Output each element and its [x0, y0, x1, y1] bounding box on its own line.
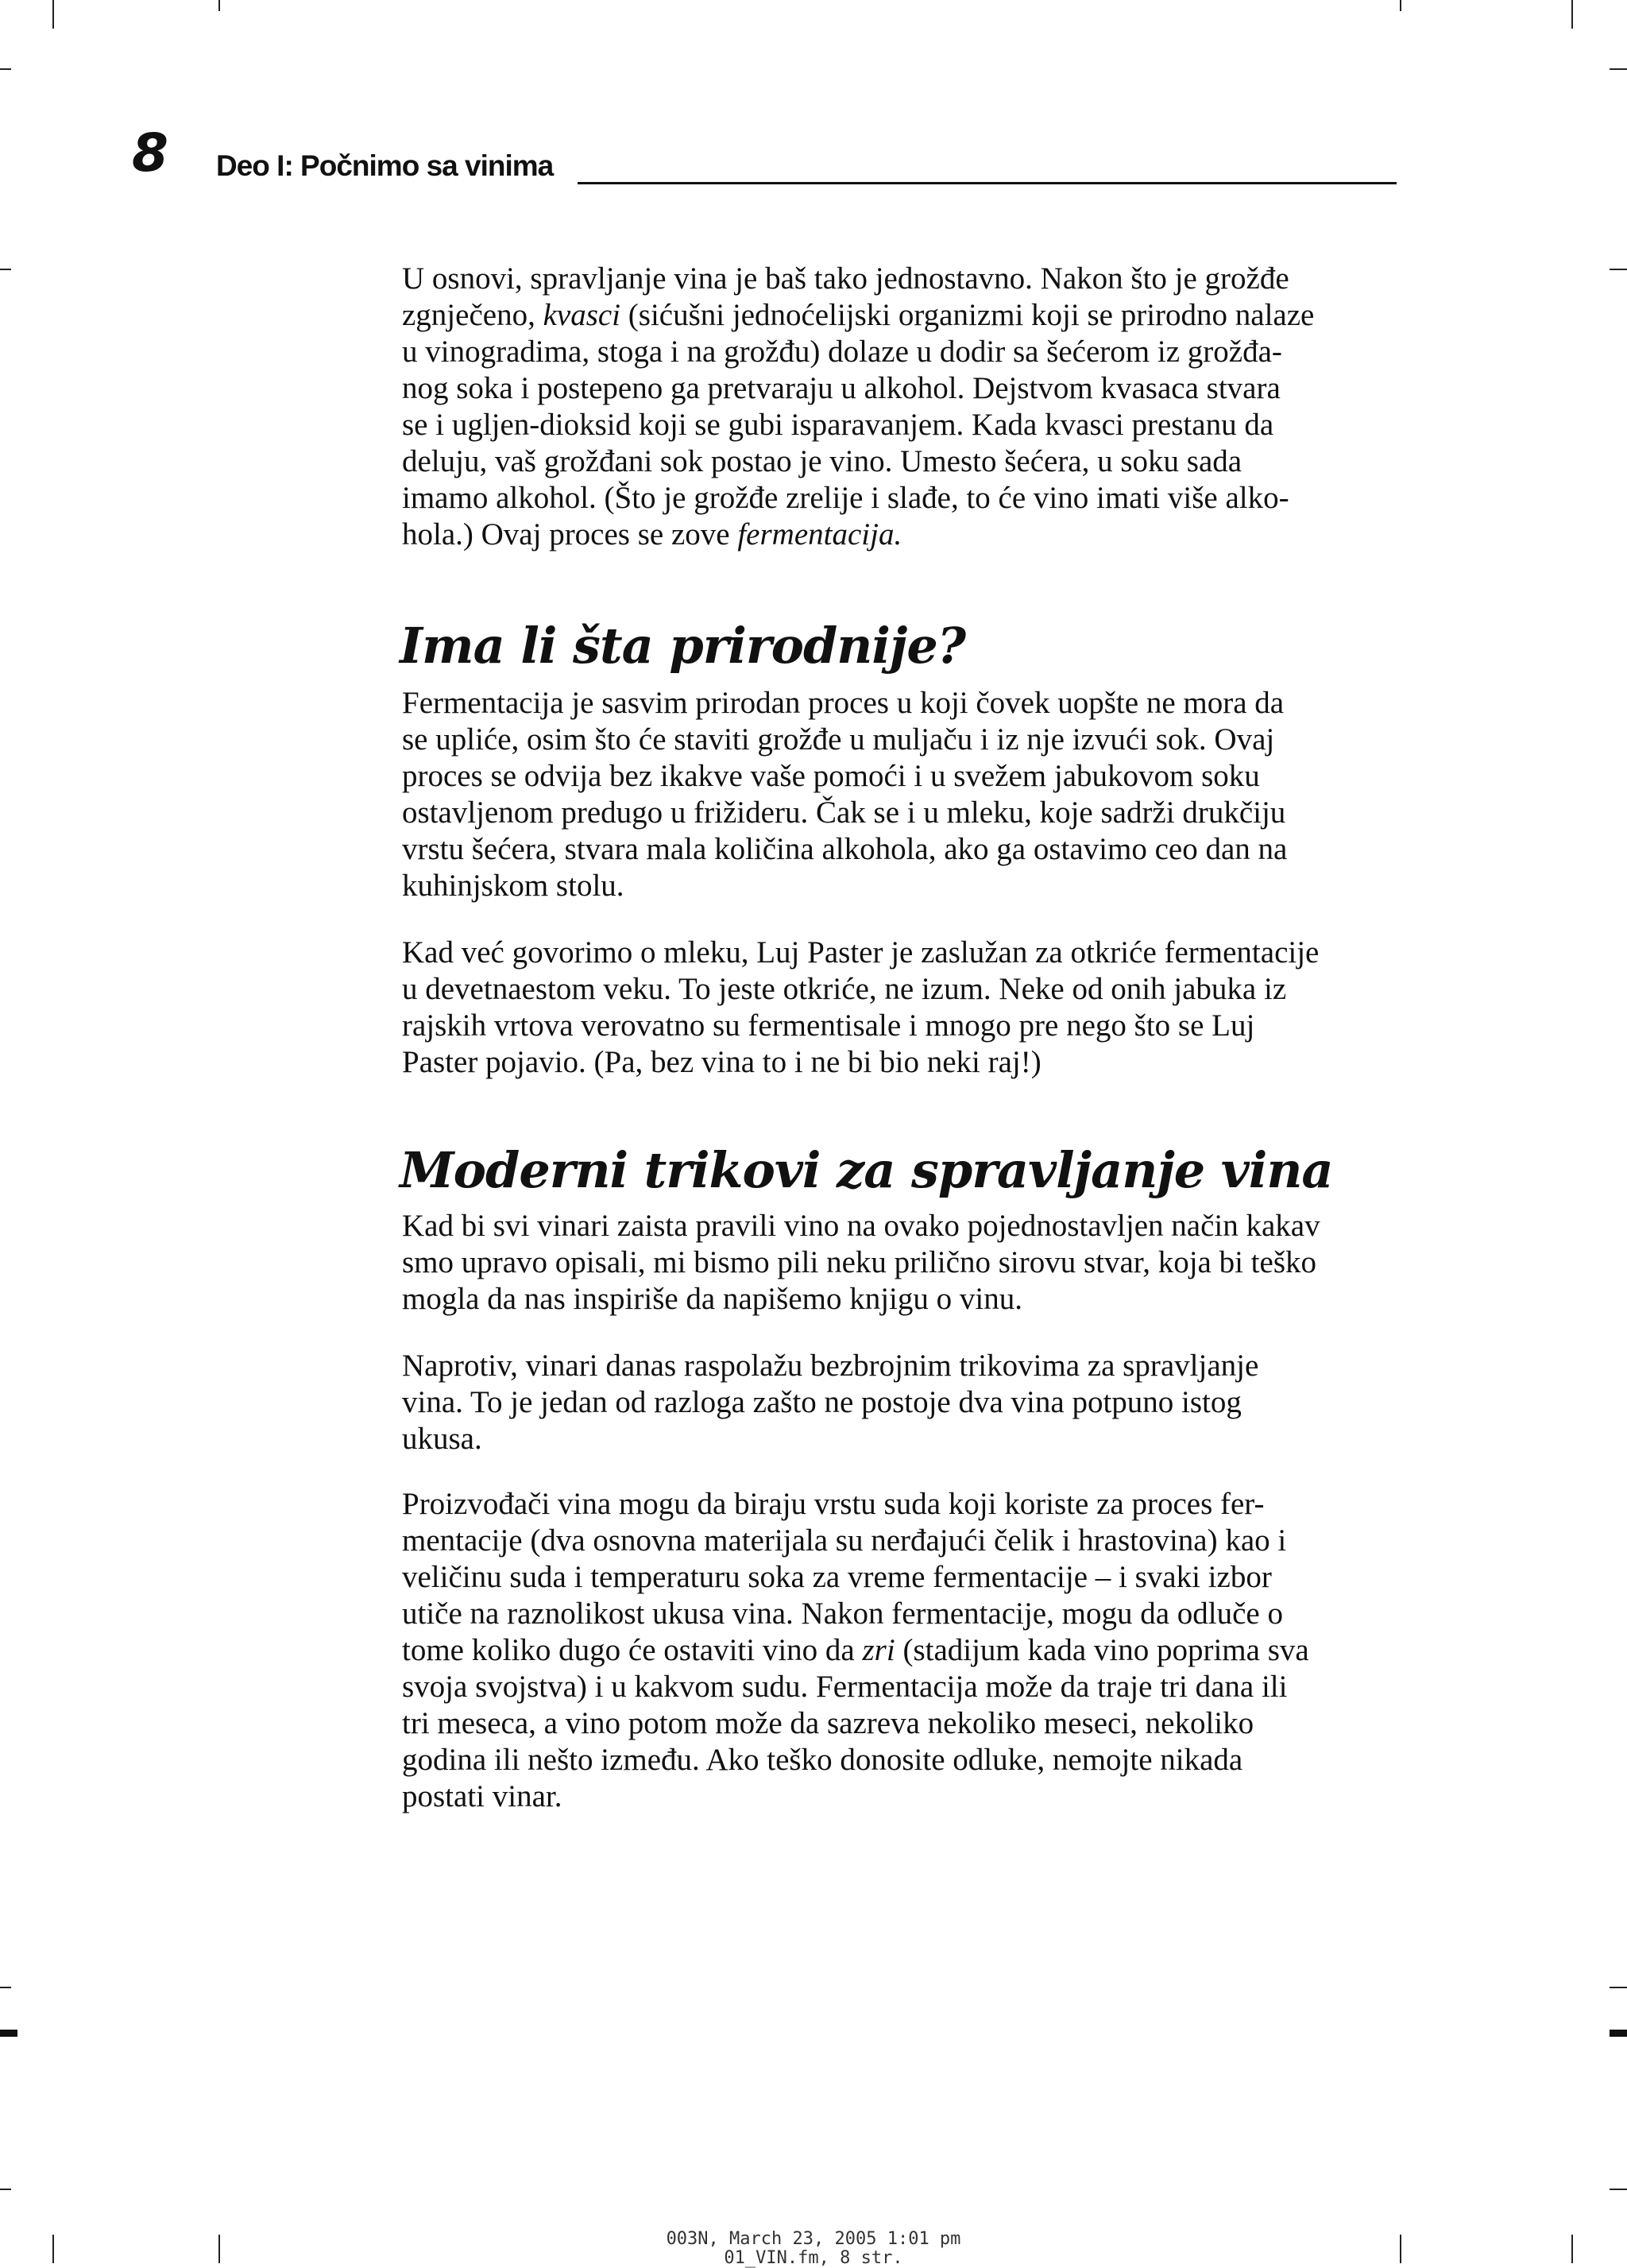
registration-mark	[0, 2030, 17, 2037]
text-line: nog soka i postepeno ga pretvaraju u alkohol. Dejstvom kvasaca stvara	[402, 371, 1281, 405]
crop-mark	[218, 0, 220, 11]
paragraph	[402, 1348, 1395, 1457]
text-line: smo upravo opisali, mi bismo pili neku prilično sirovu stvar, koja bi teško	[402, 1245, 1316, 1279]
text-line: Naprotiv, vinari danas raspolažu bezbrojnim trikovima za spravljanje	[402, 1349, 1259, 1383]
crop-mark	[0, 68, 11, 70]
paragraph	[402, 935, 1395, 1081]
text-line: imamo alkohol. (Što je grožđe zrelije i slađe, to će vino imati više alko-	[402, 481, 1289, 515]
text-line: Fermentacija je sasvim prirodan proces u koji čovek uopšte ne mora da	[402, 686, 1285, 720]
text-line: ukusa.	[402, 1422, 482, 1456]
crop-mark	[1610, 68, 1627, 70]
text-line: vina. To je jedan od razloga zašto ne postoje dva vina potpuno istog	[402, 1385, 1242, 1419]
crop-mark	[0, 1987, 11, 1988]
page-number: 8	[132, 122, 168, 184]
italic-term: zri	[862, 1633, 895, 1667]
text-line: utiče na raznolikost ukusa vina. Nakon fermentacije, mogu da odluče o	[402, 1597, 1283, 1631]
text-run: hola.) Ovaj proces se zove	[402, 517, 730, 552]
paragraph	[402, 1486, 1395, 1815]
text-line: se i ugljen-dioksid koji se gubi isparavanjem. Kada kvasci prestanu da	[402, 408, 1274, 442]
section-heading: Ima li šta prirodnije?	[400, 617, 966, 675]
text-line: proces se odvija bez ikakve vaše pomoći i u svežem jabukovom soku	[402, 759, 1260, 793]
text-line: veličinu suda i temperaturu soka za vreme fermentacije – i svaki izbor	[402, 1560, 1272, 1594]
text-line: u devetnaestom veku. To jeste otkriće, ne izum. Neke od onih jabuka iz	[402, 972, 1287, 1006]
section-heading: Moderni trikovi za spravljanje vina	[400, 1141, 1333, 1199]
paragraph	[402, 261, 1395, 553]
text-line: mogla da nas inspiriše da napišemo knjigu o vinu.	[402, 1282, 1022, 1316]
crop-mark	[0, 2189, 11, 2190]
italic-term: fermentacija.	[737, 517, 902, 552]
text-run: zgnječeno,	[402, 298, 535, 332]
text-run: tome koliko dugo će ostaviti vino da	[402, 1633, 855, 1667]
crop-mark	[1400, 0, 1401, 11]
text-line: godina ili nešto između. Ako teško donosite odluke, nemojte nikada	[402, 1743, 1243, 1777]
text-line: Paster pojavio. (Pa, bez vina to i ne bi bio neki raj!)	[402, 1045, 1042, 1079]
text-line: Kad bi svi vinari zaista pravili vino na ovako pojednostavljen način kakav	[402, 1209, 1320, 1243]
registration-mark	[1610, 2030, 1627, 2037]
text-run: (stadijum kada vino poprima sva	[895, 1633, 1309, 1667]
running-head: Deo I: Počnimo sa vinima	[216, 149, 554, 182]
crop-mark	[1610, 269, 1627, 270]
paragraph	[402, 1208, 1395, 1318]
text-line: postati vinar.	[402, 1779, 562, 1813]
slug-line: 003N, March 23, 2005 1:01 pm	[666, 2229, 961, 2249]
text-line: Proizvođači vina mogu da biraju vrstu suda koji koriste za proces fer-	[402, 1487, 1265, 1521]
text-line: mentacije (dva osnovna materijala su nerđajući čelik i hrastovina) kao i	[402, 1523, 1287, 1558]
text-line	[402, 297, 1395, 334]
header-rule	[578, 182, 1397, 184]
crop-mark	[1610, 1987, 1627, 1988]
text-line: vrstu šećera, stvara mala količina alkohola, ako ga ostavimo ceo dan na	[402, 832, 1288, 866]
text-line: se upliće, osim što će staviti grožđe u muljaču i iz nje izvući sok. Ovaj	[402, 722, 1275, 757]
text-line: u vinogradima, stoga i na grožđu) dolaze u dodir sa šećerom iz grožđa-	[402, 335, 1282, 369]
slug-line: 01_VIN.fm, 8 str.	[724, 2248, 903, 2268]
text-run: (sićušni jednoćelijski organizmi koji se prirodno nalaze	[620, 298, 1315, 332]
text-line	[402, 1632, 1395, 1669]
text-line: rajskih vrtova verovatno su fermentisale i mnogo pre nego što se Luj	[402, 1008, 1255, 1043]
text-line: svoja svojstva) i u kakvom sudu. Fermentacija može da traje tri dana ili	[402, 1670, 1288, 1704]
text-line	[402, 517, 1395, 553]
text-line: tri meseca, a vino potom može da sazreva nekoliko meseci, nekoliko	[402, 1706, 1254, 1740]
crop-mark	[1571, 0, 1573, 29]
text-line: U osnovi, spravljanje vina je baš tako jednostavno. Nakon što je grožđe	[402, 261, 1289, 296]
text-line: ostavljenom predugo u frižideru. Čak se i u mleku, koje sadrži drukčiju	[402, 795, 1286, 830]
text-line: kuhinjskom stolu.	[402, 869, 624, 903]
crop-mark	[52, 0, 54, 29]
text-line: Kad već govorimo o mleku, Luj Paster je zaslužan za otkriće fermentacije	[402, 935, 1320, 970]
paragraph	[402, 685, 1395, 904]
print-slug	[0, 2230, 1627, 2268]
crop-mark	[1610, 2189, 1627, 2190]
crop-mark	[0, 269, 11, 270]
text-line: deluju, vaš grožđani sok postao je vino. Umesto šećera, u soku sada	[402, 444, 1242, 478]
italic-term: kvasci	[543, 298, 621, 332]
